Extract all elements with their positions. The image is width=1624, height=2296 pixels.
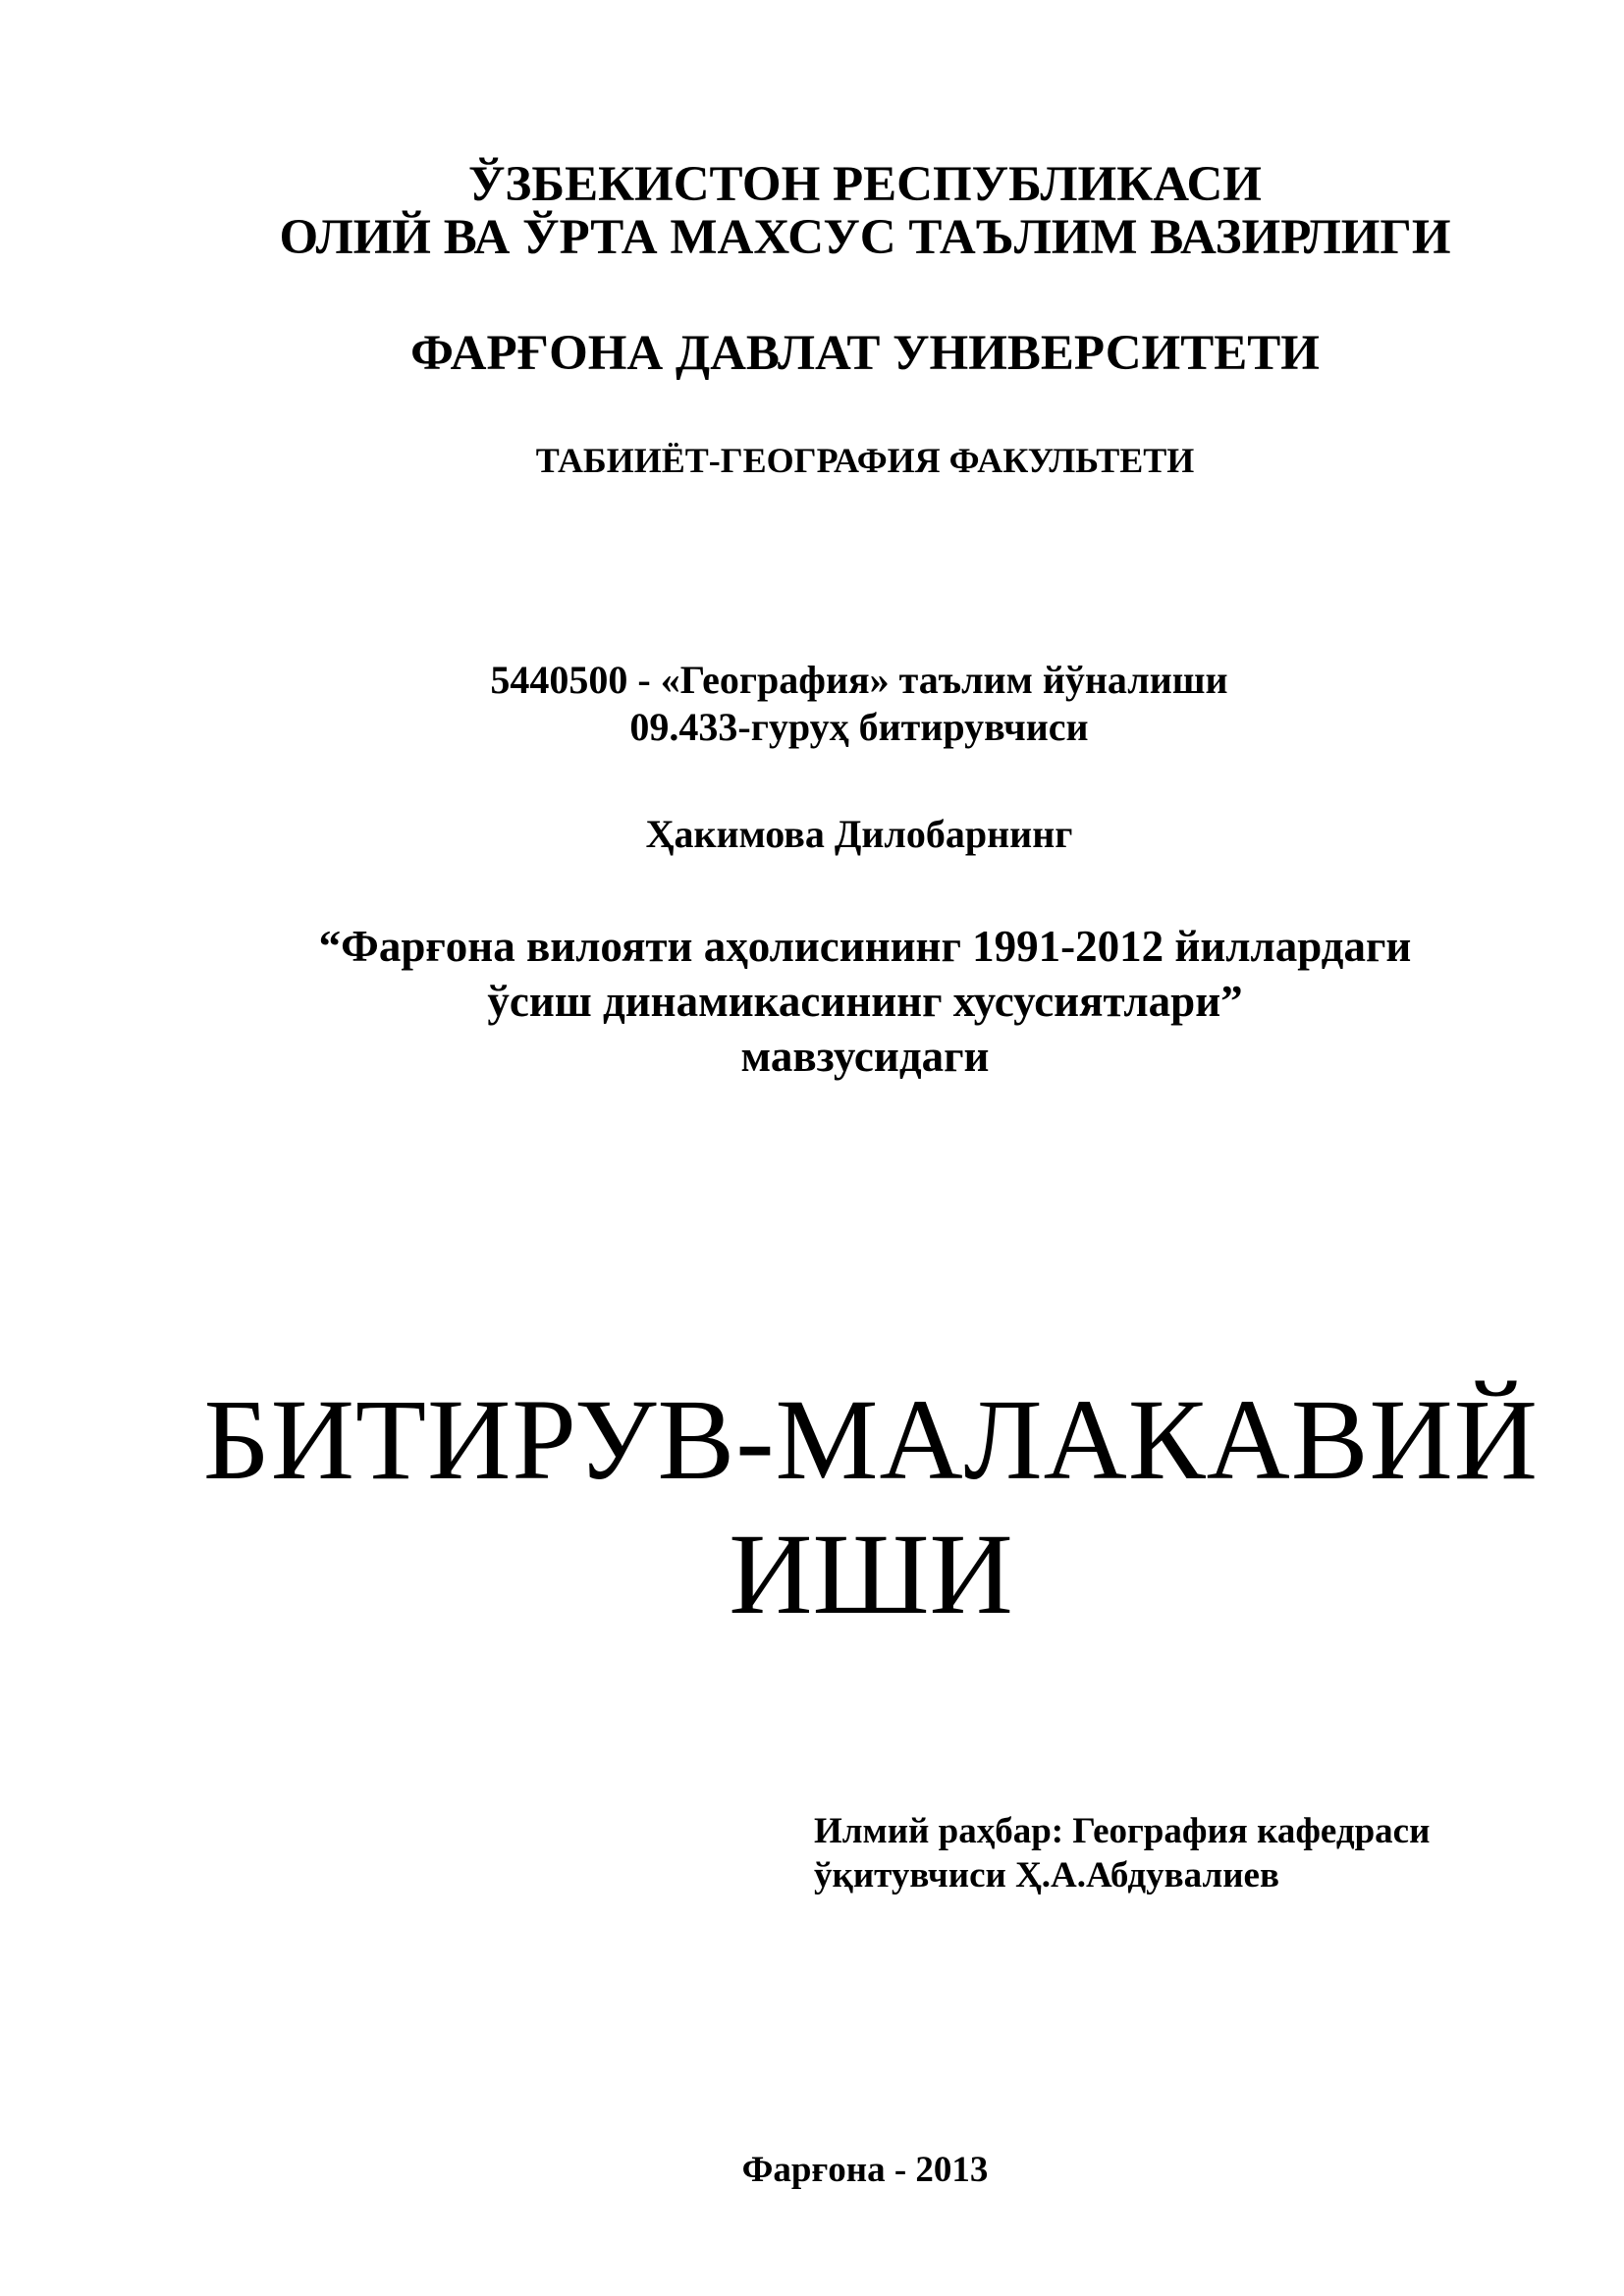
work-type-line-1: БИТИРУВ-МАЛАКАВИЙ	[203, 1375, 1539, 1504]
work-type-line-2: ИШИ	[729, 1510, 1013, 1638]
topic-line-2: ўсиш динамикасининг хусусиятлари”	[487, 977, 1243, 1026]
topic-line-1: “Фарғона вилояти аҳолисининг 1991-2012 йиллардаги	[318, 922, 1412, 971]
topic-line-3: мавзусидаги	[740, 1032, 990, 1081]
ministry-line-1: ЎЗБЕКИСТОН РЕСПУБЛИКАСИ	[468, 157, 1262, 212]
ministry-line-2: ОЛИЙ ВА ЎРТА МАХСУС ТАЪЛИМ ВАЗИРЛИГИ	[279, 210, 1451, 265]
student-name: Ҳакимова Дилобарнинг	[645, 812, 1073, 856]
university-name: ФАРҒОНА ДАВЛАТ УНИВЕРСИТЕТИ	[410, 326, 1320, 381]
student-group: 09.433-гуруҳ битирувчиси	[629, 705, 1089, 749]
supervisor-line-1: Илмий раҳбар: География кафедраси	[814, 1811, 1431, 1851]
city-year: Фарғона - 2013	[741, 2150, 989, 2190]
study-direction: 5440500 - «География» таълим йўналиши	[490, 658, 1228, 702]
faculty-name: ТАБИИЁТ-ГЕОГРАФИЯ ФАКУЛЬТЕТИ	[535, 441, 1195, 480]
supervisor-block	[814, 1809, 1430, 1897]
supervisor-line-2: ўқитувчиси Ҳ.А.Абдувалиев	[814, 1855, 1279, 1896]
